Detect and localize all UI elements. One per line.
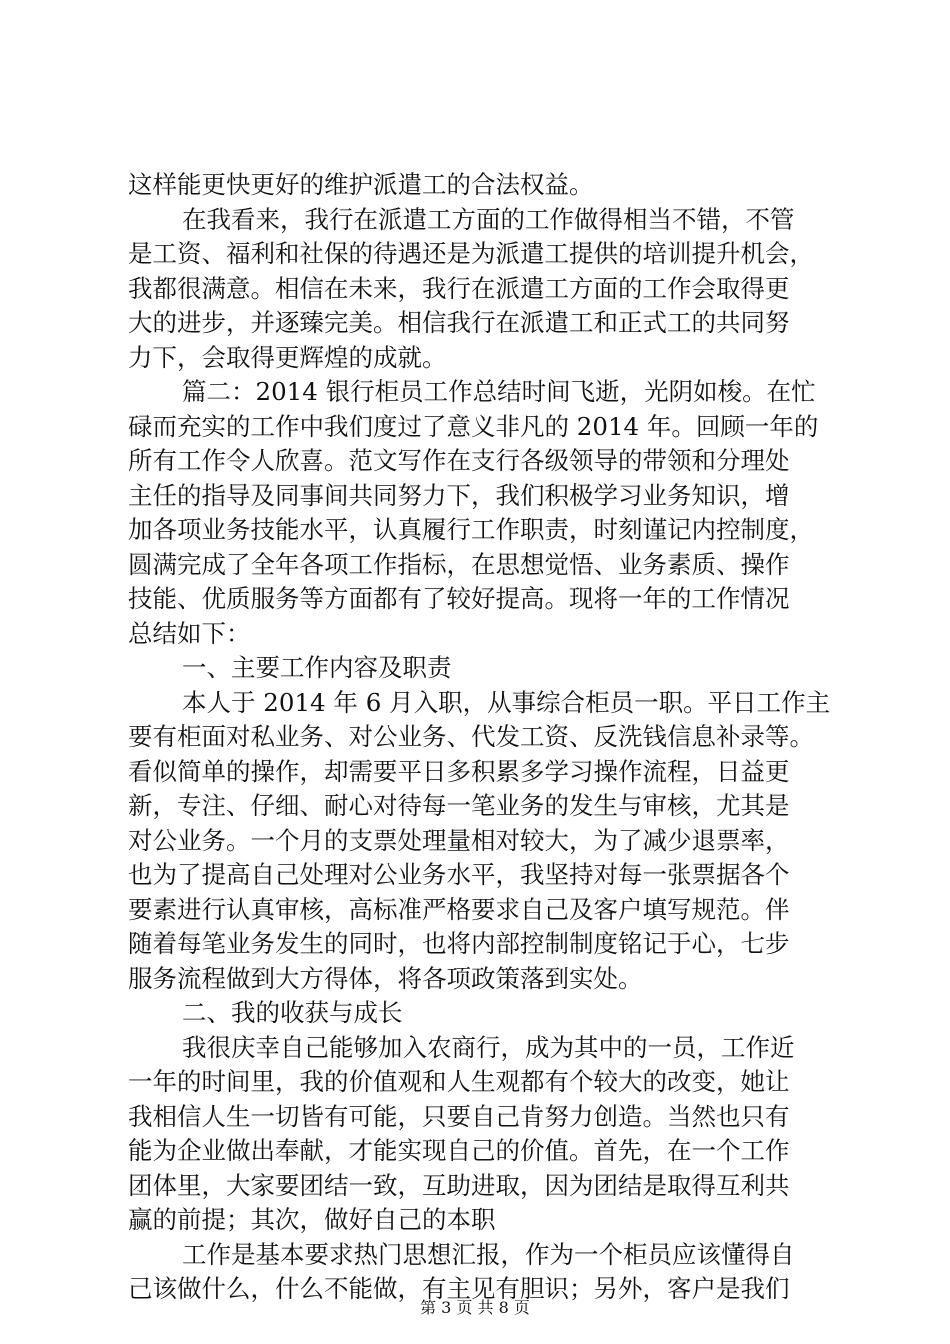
text-line: 主任的指导及同事间共同努力下，我们积极学习业务知识，增 [128, 480, 790, 510]
text-line: 能为企业做出奉献，才能实现自己的价值。首先，在一个工作 [128, 1136, 790, 1165]
text-line: 也为了提高自己处理对公业务水平，我坚持对每一张票据各个 [128, 860, 790, 889]
text-line: 碌而充实的工作中我们度过了意义非凡的 2014 年。回顾一年的 [128, 411, 819, 441]
text-line: 在我看来，我行在派遣工方面的工作做得相当不错，不管 [182, 204, 795, 234]
text-line: 对公业务。一个月的支票处理量相对较大，为了减少退票率， [128, 825, 790, 855]
text-line: 大的进步，并逐臻完美。相信我行在派遣工和正式工的共同努 [128, 308, 790, 337]
text-line: 所有工作令人欣喜。范文写作在支行各级领导的带领和分理处 [128, 446, 790, 475]
text-line: 看似简单的操作，却需要平日多积累多学习操作流程，日益更 [128, 756, 790, 786]
text-line: 总结如下： [128, 618, 251, 648]
text-line: 服务流程做到大方得体，将各项政策落到实处。 [128, 963, 643, 993]
document-body [128, 168, 844, 1307]
text-line: 随着每笔业务发生的同时，也将内部控制制度铭记于心，七步 [128, 929, 790, 958]
text-line: 本人于 2014 年 6 月入职，从事综合柜员一职。平日工作主 [182, 687, 831, 717]
text-line: 一、主要工作内容及职责 [182, 653, 452, 682]
text-line: 一年的时间里，我的价值观和人生观都有个较大的改变，她让 [128, 1067, 790, 1096]
text-line: 赢的前提；其次，做好自己的本职 [128, 1205, 496, 1234]
text-line: 己该做什么，什么不能做，有主见有胆识；另外，客户是我们 [128, 1274, 790, 1303]
text-line: 圆满完成了全年各项工作指标，在思想觉悟、业务素质、操作 [128, 549, 790, 579]
text-line: 团体里，大家要团结一致，互助进取，因为团结是取得互利共 [128, 1170, 790, 1200]
text-line: 要素进行认真审核，高标准严格要求自己及客户填写规范。伴 [128, 894, 790, 924]
text-line: 二、我的收获与成长 [182, 998, 403, 1027]
text-line: 是工资、福利和社保的待遇还是为派遣工提供的培训提升机会， [128, 239, 814, 268]
text-line: 技能、优质服务等方面都有了较好提高。现将一年的工作情况 [128, 584, 790, 613]
text-line: 力下，会取得更辉煌的成就。 [128, 342, 447, 372]
text-line: 新，专注、仔细、耐心对待每一笔业务的发生与审核，尤其是 [128, 791, 790, 820]
text-line: 工作是基本要求热门思想汇报，作为一个柜员应该懂得自 [182, 1239, 795, 1269]
text-line: 我很庆幸自己能够加入农商行，成为其中的一员，工作近 [182, 1032, 795, 1062]
text-line: 我相信人生一切皆有可能，只要自己肯努力创造。当然也只有 [128, 1101, 790, 1131]
text-line: 篇二：2014 银行柜员工作总结时间飞逝，光阴如梭。在忙 [182, 377, 816, 406]
text-line: 要有柜面对私业务、对公业务、代发工资、反洗钱信息补录等。 [128, 722, 814, 751]
text-line: 这样能更快更好的维护派遣工的合法权益。 [128, 170, 594, 199]
page-footer: 第 3 页 共 8 页 [420, 1298, 530, 1317]
text-line: 我都很满意。相信在未来，我行在派遣工方面的工作会取得更 [128, 273, 790, 303]
text-line: 加各项业务技能水平，认真履行工作职责，时刻谨记内控制度， [128, 515, 814, 544]
